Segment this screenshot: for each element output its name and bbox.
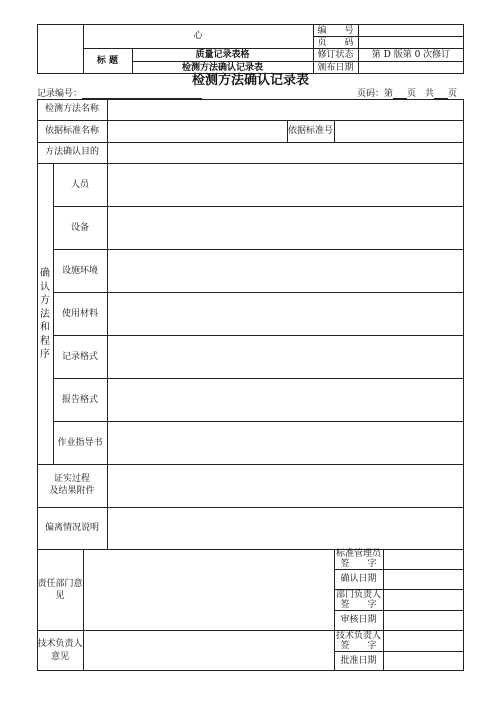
section-item-facilities: 设施环境: [61, 266, 98, 276]
approve-date-label: 批准日期: [340, 656, 377, 666]
page-prefix: 页码：第: [357, 89, 394, 99]
field-label-page: 页 码: [317, 38, 354, 48]
tech-opinion-label-line1: 技术负责人: [37, 639, 83, 649]
tech-head-sign-line1: 技术负责人: [335, 631, 381, 641]
tech-head-sign-field[interactable]: [384, 631, 463, 651]
facilities-field[interactable]: [108, 250, 463, 292]
report-format-field[interactable]: [108, 379, 463, 421]
page-suffix: 页: [448, 89, 458, 99]
evidence-field[interactable]: [108, 465, 463, 507]
method-name-label: 检测方法名称: [44, 104, 99, 114]
page-total-field[interactable]: [434, 89, 448, 99]
tech-opinion-field[interactable]: [84, 631, 334, 671]
section-item-materials: 使用材料: [61, 309, 98, 319]
section-label-confirmation-procedure: 确认方法和程序: [40, 268, 50, 360]
personnel-field[interactable]: [108, 164, 463, 206]
basis-standard-no-label: 依据标准号: [287, 126, 333, 136]
approve-date-field[interactable]: [384, 652, 463, 670]
basis-standard-no-field[interactable]: [335, 121, 463, 142]
deviation-field[interactable]: [108, 508, 463, 549]
subject-label: 标 题: [96, 56, 119, 66]
basis-standard-name-label: 依据标准名称: [44, 126, 99, 136]
page-title: 检测方法确认记录表: [191, 73, 309, 88]
form-name: 检测方法确认记录表: [181, 63, 263, 73]
purpose-field[interactable]: [108, 143, 463, 163]
tech-opinion-label-line2: 意见: [50, 652, 69, 662]
record-number-text: 记录编号：: [37, 89, 83, 99]
basis-standard-name-field[interactable]: [108, 121, 287, 142]
field-label-revision: 修订状态: [317, 50, 354, 60]
divider: [358, 24, 359, 74]
equipment-field[interactable]: [108, 207, 463, 249]
method-name-field[interactable]: [108, 100, 463, 120]
field-value-revision: 第 D 版第 0 次修订: [371, 50, 451, 60]
divider: [132, 61, 313, 62]
dept-head-sign-field[interactable]: [384, 590, 463, 610]
materials-field[interactable]: [108, 293, 463, 335]
std-admin-sign-line1: 标准管理员: [335, 549, 381, 559]
field-label-issue-date: 颁布日期: [317, 63, 354, 73]
std-admin-sign-field[interactable]: [384, 550, 463, 569]
record-number-label: [37, 89, 202, 99]
field-label-number: 编 号: [317, 26, 354, 36]
record-number-field[interactable]: [82, 89, 202, 99]
confirm-date-label: 确认日期: [340, 574, 377, 584]
section-item-work-instruction: 作业指导书: [57, 438, 103, 448]
dept-opinion-label-line2: 见: [55, 591, 65, 601]
form-category: 质量记录表格: [195, 50, 250, 60]
page-mid: 页 共: [407, 89, 435, 99]
std-admin-sign-line2: 签 字: [340, 559, 377, 569]
tech-head-sign-line2: 签 字: [340, 641, 377, 651]
section-item-report-format: 报告格式: [61, 395, 98, 405]
evidence-label-line1: 证实过程: [53, 474, 90, 484]
page-count: [357, 89, 457, 99]
review-date-label: 审核日期: [340, 615, 377, 625]
divider: [83, 48, 313, 49]
review-date-field[interactable]: [384, 611, 463, 630]
dept-head-sign-line1: 部门负责人: [335, 590, 381, 600]
record-format-field[interactable]: [108, 336, 463, 378]
dept-opinion-field[interactable]: [84, 550, 334, 630]
section-item-personnel: 人员: [70, 180, 89, 190]
page-current-field[interactable]: [393, 89, 407, 99]
confirm-date-field[interactable]: [384, 570, 463, 589]
divider: [313, 61, 464, 62]
section-item-equipment: 设备: [70, 223, 89, 233]
section-item-record-format: 记录格式: [61, 352, 98, 362]
deviation-label: 偏离情况说明: [44, 523, 99, 533]
purpose-label: 方法确认目的: [44, 147, 99, 157]
evidence-label-line2: 及结果附件: [49, 486, 95, 496]
dept-head-sign-line2: 签 字: [340, 600, 377, 610]
dept-opinion-label-line1: 责任部门意: [37, 579, 83, 589]
work-instruction-field[interactable]: [108, 422, 463, 464]
org-name-fragment: 心: [193, 31, 203, 41]
